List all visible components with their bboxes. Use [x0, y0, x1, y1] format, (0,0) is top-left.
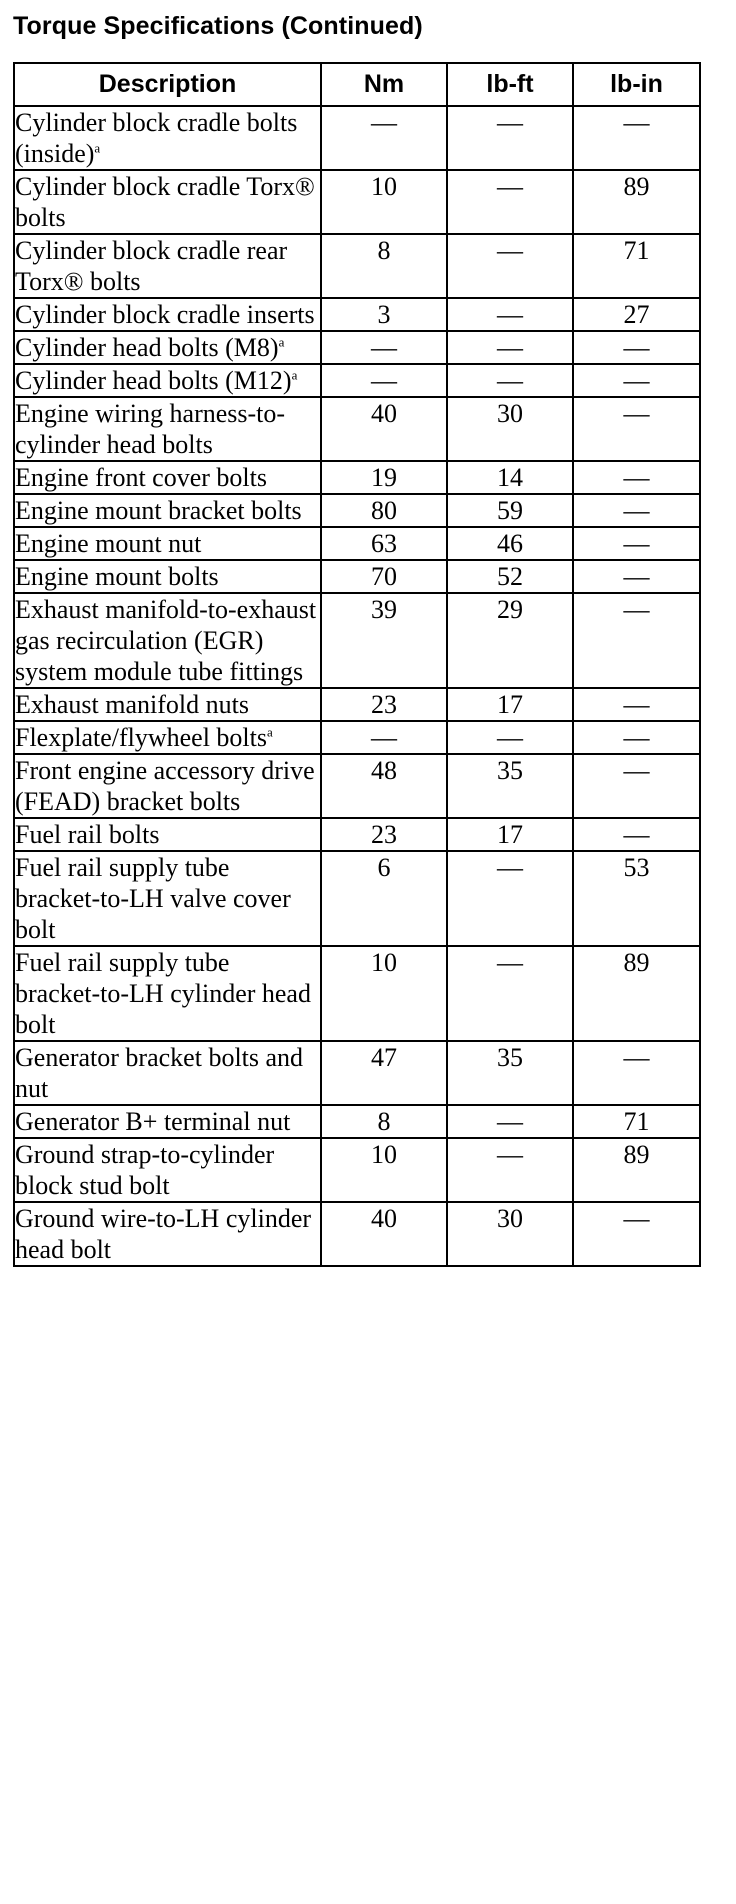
nm-cell: 8 [321, 234, 447, 298]
lb-in-cell: — [573, 364, 700, 397]
description-cell [14, 234, 321, 298]
description-cell [14, 560, 321, 593]
description-cell [14, 397, 321, 461]
description-text: Flexplate/flywheel bolts [15, 723, 268, 752]
lb-ft-cell: 30 [447, 1202, 573, 1266]
description-text: Front engine accessory drive (FEAD) bracket bolts [15, 756, 315, 816]
lb-in-cell: 89 [573, 170, 700, 234]
lb-ft-cell: — [447, 946, 573, 1041]
lb-in-cell: — [573, 721, 700, 754]
description-cell [14, 851, 321, 946]
nm-cell: 10 [321, 946, 447, 1041]
table-row [14, 560, 700, 593]
description-text: Fuel rail bolts [15, 820, 160, 849]
lb-ft-cell: 35 [447, 754, 573, 818]
lb-in-cell: — [573, 560, 700, 593]
column-header-description: Description [14, 63, 321, 106]
lb-in-cell: 89 [573, 1138, 700, 1202]
lb-in-cell: — [573, 754, 700, 818]
description-text: Engine mount bolts [15, 562, 219, 591]
table-row [14, 170, 700, 234]
nm-cell: — [321, 331, 447, 364]
lb-in-cell: — [573, 818, 700, 851]
description-cell [14, 106, 321, 170]
description-cell [14, 1138, 321, 1202]
table-row [14, 527, 700, 560]
lb-in-cell: — [573, 494, 700, 527]
page-title: Torque Specifications (Continued) [13, 12, 423, 40]
footnote-marker: a [278, 334, 285, 350]
lb-ft-cell: — [447, 364, 573, 397]
table-row [14, 593, 700, 688]
nm-cell: 80 [321, 494, 447, 527]
table-body [14, 106, 700, 1266]
description-cell [14, 298, 321, 331]
description-cell [14, 1041, 321, 1105]
lb-in-cell: 71 [573, 1105, 700, 1138]
nm-cell: — [321, 364, 447, 397]
table-row [14, 397, 700, 461]
description-text: Cylinder block cradle rear Torx® bolts [15, 236, 288, 296]
lb-in-cell: — [573, 331, 700, 364]
column-header-lb-ft: lb-ft [447, 63, 573, 106]
lb-in-cell: 27 [573, 298, 700, 331]
description-text: Ground strap-to-cylinder block stud bolt [15, 1140, 275, 1200]
lb-ft-cell: 17 [447, 688, 573, 721]
lb-ft-cell: 46 [447, 527, 573, 560]
description-cell [14, 364, 321, 397]
description-text: Engine mount nut [15, 529, 202, 558]
table-row [14, 754, 700, 818]
description-cell [14, 946, 321, 1041]
nm-cell: 40 [321, 397, 447, 461]
table-row [14, 494, 700, 527]
table-row [14, 364, 700, 397]
description-text: Cylinder block cradle Torx® bolts [15, 172, 315, 232]
lb-ft-cell: — [447, 851, 573, 946]
lb-ft-cell: — [447, 234, 573, 298]
description-text: Ground wire-to-LH cylinder head bolt [15, 1204, 312, 1264]
nm-cell: 63 [321, 527, 447, 560]
description-text: Engine wiring harness-to-cylinder head bolts [15, 399, 286, 459]
nm-cell: — [321, 721, 447, 754]
description-text: Fuel rail supply tube bracket-to-LH valve cover bolt [15, 853, 291, 944]
lb-ft-cell: — [447, 1105, 573, 1138]
lb-in-cell: 89 [573, 946, 700, 1041]
description-cell [14, 818, 321, 851]
nm-cell: 3 [321, 298, 447, 331]
nm-cell: 19 [321, 461, 447, 494]
lb-ft-cell: — [447, 106, 573, 170]
lb-ft-cell: — [447, 721, 573, 754]
lb-ft-cell: 17 [447, 818, 573, 851]
table-row [14, 1105, 700, 1138]
description-text: Cylinder head bolts (M8) [15, 333, 279, 362]
description-text: Generator bracket bolts and nut [15, 1043, 304, 1103]
table-header [14, 63, 700, 106]
description-cell [14, 494, 321, 527]
nm-cell: 47 [321, 1041, 447, 1105]
table-row [14, 1138, 700, 1202]
lb-ft-cell: 59 [447, 494, 573, 527]
footnote-marker: a [94, 140, 101, 156]
description-cell [14, 1105, 321, 1138]
table-row [14, 461, 700, 494]
lb-ft-cell: 30 [447, 397, 573, 461]
description-text: Fuel rail supply tube bracket-to-LH cylinder head bolt [15, 948, 311, 1039]
description-text: Exhaust manifold nuts [15, 690, 249, 719]
nm-cell: 39 [321, 593, 447, 688]
table-row [14, 1202, 700, 1266]
lb-in-cell: — [573, 106, 700, 170]
table-row [14, 331, 700, 364]
table-row [14, 721, 700, 754]
description-cell [14, 170, 321, 234]
lb-ft-cell: — [447, 1138, 573, 1202]
nm-cell: 10 [321, 170, 447, 234]
description-cell [14, 527, 321, 560]
lb-in-cell: — [573, 527, 700, 560]
table-row [14, 106, 700, 170]
column-header-lb-in: lb-in [573, 63, 700, 106]
lb-in-cell: — [573, 1202, 700, 1266]
table-row [14, 688, 700, 721]
lb-in-cell: — [573, 461, 700, 494]
description-text: Engine front cover bolts [15, 463, 267, 492]
nm-cell: 10 [321, 1138, 447, 1202]
description-cell [14, 1202, 321, 1266]
nm-cell: 8 [321, 1105, 447, 1138]
description-cell [14, 461, 321, 494]
column-header-nm: Nm [321, 63, 447, 106]
nm-cell: — [321, 106, 447, 170]
description-cell [14, 754, 321, 818]
nm-cell: 70 [321, 560, 447, 593]
lb-ft-cell: 14 [447, 461, 573, 494]
footnote-marker: a [291, 367, 298, 383]
description-text: Cylinder block cradle bolts (inside) [15, 108, 298, 168]
description-cell [14, 331, 321, 364]
description-text: Engine mount bracket bolts [15, 496, 302, 525]
description-text: Exhaust manifold-to-exhaust gas recirculation (EGR) system module tube fittings [15, 595, 317, 686]
description-cell [14, 721, 321, 754]
description-text: Cylinder block cradle inserts [15, 300, 315, 329]
nm-cell: 48 [321, 754, 447, 818]
lb-ft-cell: — [447, 170, 573, 234]
table-row [14, 234, 700, 298]
footnote-marker: a [267, 724, 273, 740]
lb-in-cell: 71 [573, 234, 700, 298]
lb-in-cell: — [573, 593, 700, 688]
table-row [14, 946, 700, 1041]
table-row [14, 298, 700, 331]
lb-in-cell: 53 [573, 851, 700, 946]
header-row [14, 63, 700, 106]
description-cell [14, 688, 321, 721]
lb-ft-cell: 35 [447, 1041, 573, 1105]
lb-ft-cell: 29 [447, 593, 573, 688]
lb-ft-cell: — [447, 331, 573, 364]
description-text: Generator B+ terminal nut [15, 1107, 291, 1136]
table-row [14, 818, 700, 851]
description-text: Cylinder head bolts (M12) [15, 366, 292, 395]
lb-ft-cell: 52 [447, 560, 573, 593]
table-row [14, 1041, 700, 1105]
lb-ft-cell: — [447, 298, 573, 331]
description-cell [14, 593, 321, 688]
lb-in-cell: — [573, 688, 700, 721]
torque-spec-table [13, 62, 701, 1267]
table-row [14, 851, 700, 946]
nm-cell: 23 [321, 688, 447, 721]
lb-in-cell: — [573, 1041, 700, 1105]
lb-in-cell: — [573, 397, 700, 461]
nm-cell: 40 [321, 1202, 447, 1266]
nm-cell: 6 [321, 851, 447, 946]
nm-cell: 23 [321, 818, 447, 851]
